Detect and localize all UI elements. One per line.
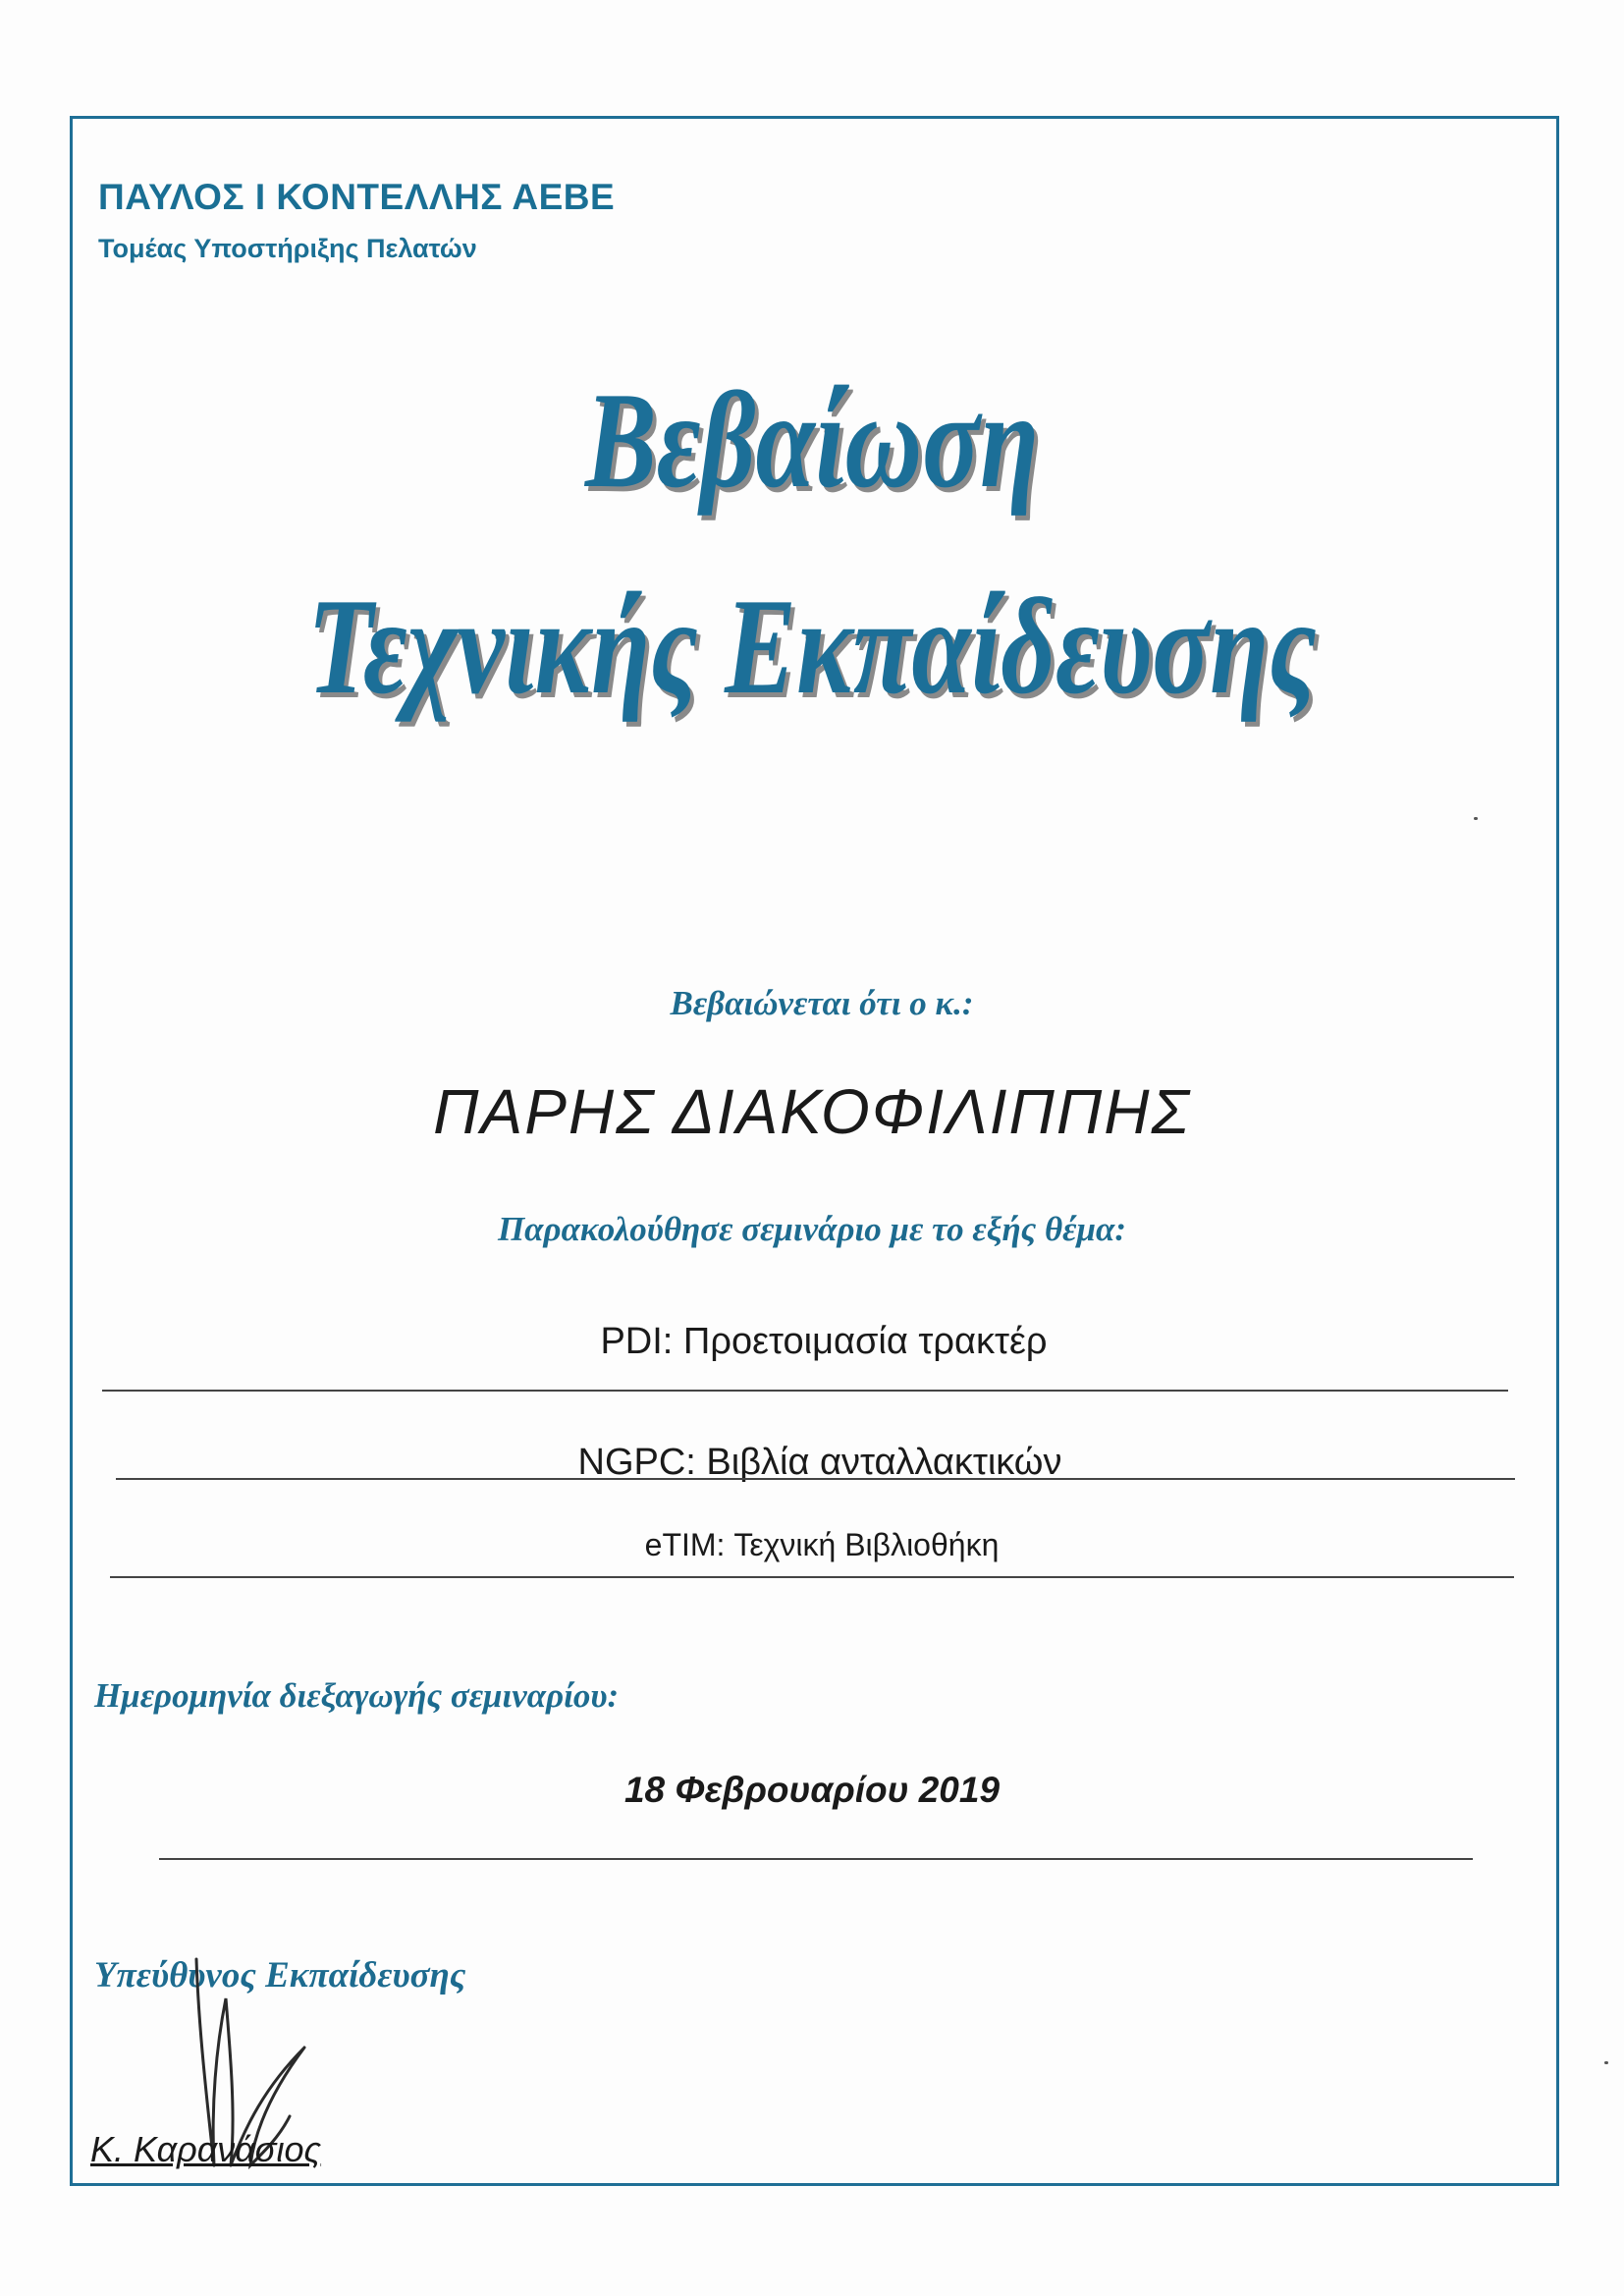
topic-item: eTIM: Τεχνική Βιβλιοθήκη bbox=[644, 1527, 1000, 1562]
scan-speck bbox=[1604, 2061, 1608, 2064]
topic-item: PDI: Προετοιμασία τρακτέρ bbox=[600, 1321, 1048, 1362]
date-label: Ημερομηνία διεξαγωγής σεμιναρίου: bbox=[94, 1676, 620, 1715]
topic-underline bbox=[102, 1390, 1508, 1392]
topic-underline bbox=[116, 1478, 1515, 1480]
department-name: Τομέας Υποστήριξης Πελατών bbox=[98, 234, 477, 263]
recipient-name: ΠΑΡΗΣ ΔΙΑΚΟΦΙΛΙΠΠΗΣ bbox=[433, 1076, 1191, 1147]
company-name: ΠΑΥΛΟΣ Ι ΚΟΝΤΕΛΛΗΣ ΑΕΒΕ bbox=[98, 177, 616, 217]
responsible-label: Υπεύθυνος Εκπαίδευσης bbox=[94, 1955, 466, 1995]
topic-underline bbox=[110, 1576, 1514, 1578]
attended-label: Παρακολούθησε σεμινάριο με το εξής θέμα: bbox=[497, 1210, 1127, 1248]
topic-item: NGPC: Βιβλία ανταλλακτικών bbox=[577, 1442, 1062, 1483]
certificate-title-line-2: Τεχνικής Εκπαίδευσης bbox=[307, 571, 1317, 723]
date-underline bbox=[159, 1858, 1473, 1860]
certificate-title-line-1: Βεβαίωση bbox=[584, 364, 1040, 517]
certify-label: Βεβαιώνεται ότι ο κ.: bbox=[670, 984, 974, 1022]
scan-speck bbox=[1474, 817, 1478, 820]
seminar-date: 18 Φεβρουαρίου 2019 bbox=[623, 1770, 1001, 1810]
signer-name: Κ. Καρανάσιος bbox=[90, 2129, 322, 2169]
